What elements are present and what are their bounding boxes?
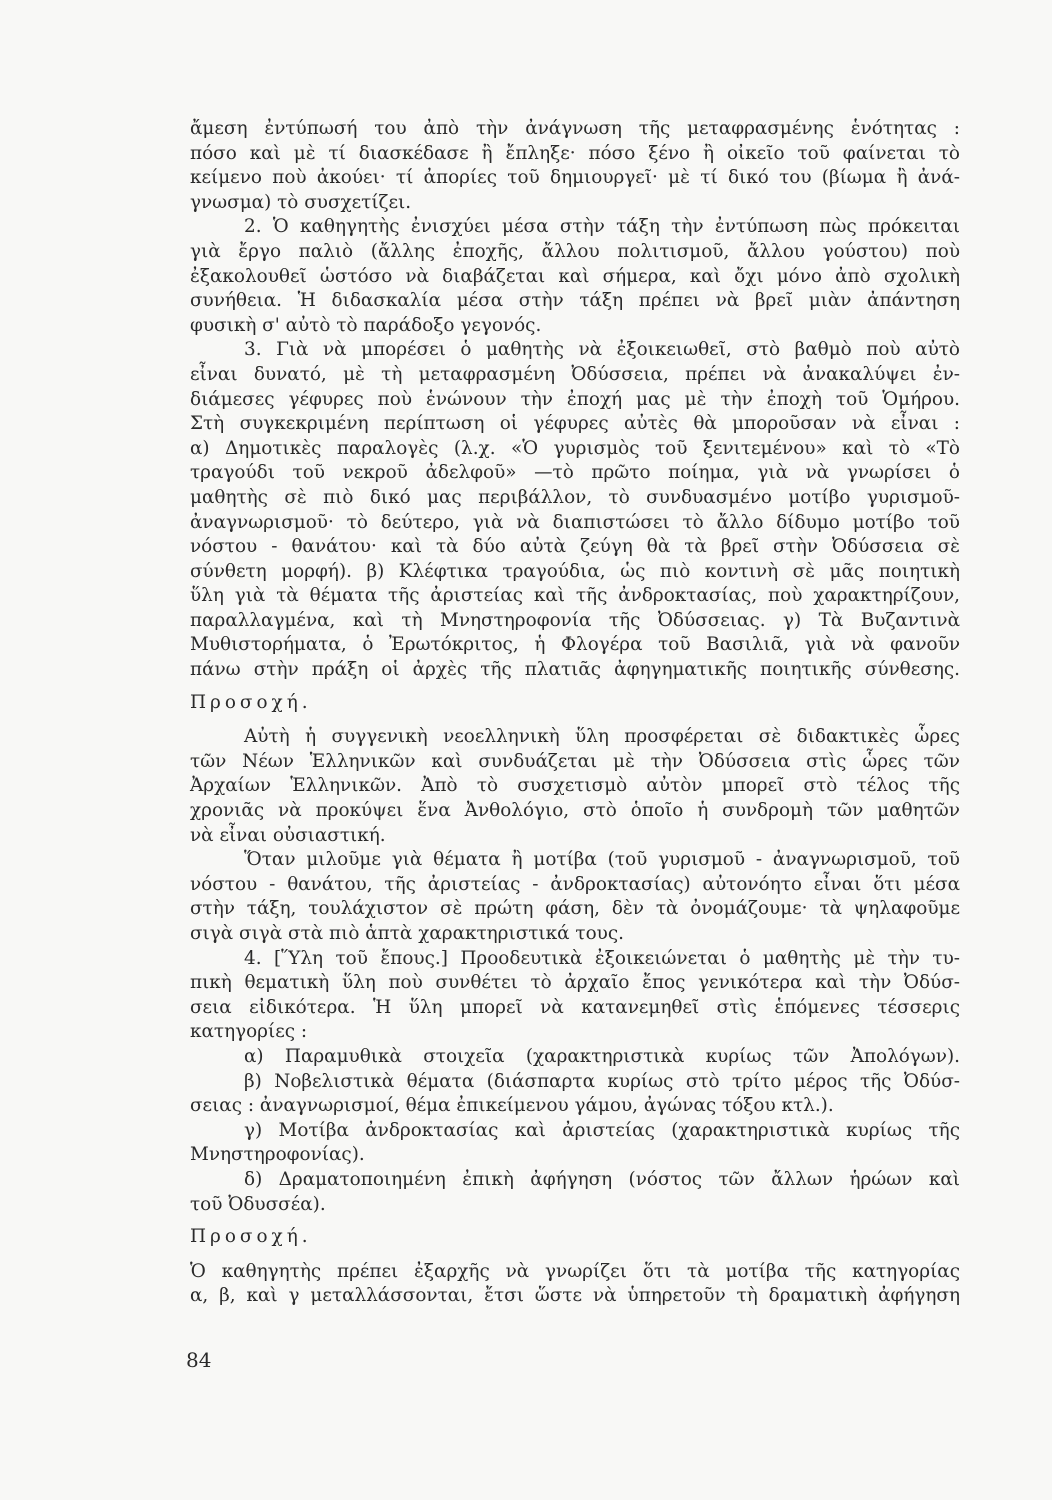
text-line: Αὐτὴ ἡ συγγενικὴ νεοελληνικὴ ὕλη προσφέρεται σὲ διδακτικὲς ὧρες [244, 726, 960, 748]
text-line: φυσικὴ σ' αὐτὸ τὸ παράδοξο γεγονός. [190, 314, 542, 336]
text-line: παραλλαγμένα, καὶ τὴ Μνηστηροφονία τῆς Ὀδύσσειας. γ) Τὰ Βυζαντινὰ [190, 609, 960, 631]
text-line: α, β, καὶ γ μεταλλάσσονται, ἔτσι ὥστε νὰ ὑπηρετοῦν τὴ δραματικὴ ἀφήγηση [190, 1285, 960, 1307]
text-line: νὰ εἶναι οὐσιαστική. [190, 824, 386, 846]
text-line: γιὰ ἔργο παλιὸ (ἄλλης ἐποχῆς, ἄλλου πολιτισμοῦ, ἄλλου γούστου) ποὺ [190, 240, 960, 262]
text-line: Μυθιστορήματα, ὁ Ἐρωτόκριτος, ἡ Φλογέρα τοῦ Βασιλιᾶ, γιὰ νὰ φανοῦν [190, 634, 960, 656]
text-line: σιγὰ σιγὰ στὰ πιὸ ἁπτὰ χαρακτηριστικά τους. [190, 923, 624, 944]
body-text [190, 117, 960, 1309]
text-line: χρονιᾶς νὰ προκύψει ἕνα Ἀνθολόγιο, στὸ ὁποῖο ἡ συνδρομὴ τῶν μαθητῶν [190, 800, 960, 822]
text-line: γνωσμα) τὸ συσχετίζει. [190, 191, 412, 213]
text-line: στὴν τάξη, τουλάχιστον σὲ πρώτη φάση, δὲν τὰ ὀνομάζουμε· τὰ ψηλαφοῦμε [190, 898, 960, 920]
text-line: β) Νοβελιστικὰ θέματα (διάσπαρτα κυρίως στὸ τρίτο μέρος τῆς Ὀδύσ- [244, 1070, 960, 1092]
text-line: ἐξακολουθεῖ ὡστόσο νὰ διαβάζεται καὶ σήμερα, καὶ ὄχι μόνο ἀπὸ σχολικὴ [190, 265, 960, 287]
text-line: ὕλη γιὰ τὰ θέματα τῆς ἀριστείας καὶ τῆς ἀνδροκτασίας, ποὺ χαρακτηρίζουν, [190, 585, 960, 607]
text-line: κατηγορίες : [190, 1021, 308, 1043]
text-line: 2. Ὁ καθηγητὴς ἐνισχύει μέσα στὴν τάξη τὴν ἐντύπωση πὼς πρόκειται [244, 216, 960, 238]
text-line: διάμεσες γέφυρες ποὺ ἑνώνουν τὴν ἐποχή μας μὲ τὴν ἐποχὴ τοῦ Ὁμήρου. [190, 388, 960, 410]
text-line: Ὅταν μιλοῦμε γιὰ θέματα ἢ μοτίβα (τοῦ γυρισμοῦ - ἀναγνωρισμοῦ, τοῦ [244, 849, 960, 871]
section-heading: Προσοχή. [190, 691, 312, 713]
text-line: α) Παραμυθικὰ στοιχεῖα (χαρακτηριστικὰ κυρίως τῶν Ἀπολόγων). [244, 1045, 960, 1067]
text-line: Ὁ καθηγητὴς πρέπει ἐξαρχῆς νὰ γνωρίζει ὅτι τὰ μοτίβα τῆς κατηγορίας [190, 1260, 960, 1282]
text-line: πόσο καὶ μὲ τί διασκέδασε ἢ ἔπληξε· πόσο ξένο ἢ οἰκεῖο τοῦ φαίνεται τὸ [190, 142, 960, 164]
text-line: σειας : ἀναγνωρισμοί, θέμα ἐπικείμενου γάμου, ἀγώνας τόξου κτλ.). [190, 1095, 834, 1117]
text-line: σύνθετη μορφή). β) Κλέφτικα τραγούδια, ὡς πιὸ κοντινὴ σὲ μᾶς ποιητικὴ [190, 560, 960, 582]
text-line: Ἀρχαίων Ἑλληνικῶν. Ἀπὸ τὸ συσχετισμὸ αὐτὸν μπορεῖ στὸ τέλος τῆς [190, 775, 960, 797]
text-line: νόστου - θανάτου, τῆς ἀριστείας - ἀνδροκτασίας) αὐτονόητο εἶναι ὅτι μέσα [190, 873, 960, 895]
text-line: γ) Μοτίβα ἀνδροκτασίας καὶ ἀριστείας (χαρακτηριστικὰ κυρίως τῆς [244, 1119, 960, 1141]
text-line: τραγούδι τοῦ νεκροῦ ἀδελφοῦ» —τὸ πρῶτο ποίημα, γιὰ νὰ γνωρίσει ὁ [190, 462, 960, 484]
text-line: πάνω στὴν πράξη οἱ ἀρχὲς τῆς πλατιᾶς ἀφηγηματικῆς ποιητικῆς σύνθεσης. [190, 659, 960, 681]
section-heading: Προσοχή. [190, 1226, 312, 1248]
text-line: δ) Δραματοποιημένη ἐπικὴ ἀφήγηση (νόστος τῶν ἄλλων ἡρώων καὶ [244, 1168, 960, 1190]
text-line: 4. [Ὕλη τοῦ ἔπους.] Προοδευτικὰ ἐξοικειώνεται ὁ μαθητὴς μὲ τὴν τυ- [244, 947, 960, 969]
text-line: τοῦ Ὀδυσσέα). [190, 1193, 326, 1215]
text-line: Στὴ συγκεκριμένη περίπτωση οἱ γέφυρες αὐτὲς θὰ μποροῦσαν νὰ εἶναι : [190, 413, 960, 435]
text-line: ἀναγνωρισμοῦ· τὸ δεύτερο, γιὰ νὰ διαπιστώσει τὸ ἄλλο δίδυμο μοτίβο τοῦ [190, 511, 960, 533]
page-number: 84 [186, 1348, 212, 1372]
text-line: 3. Γιὰ νὰ μπορέσει ὁ μαθητὴς νὰ ἐξοικειωθεῖ, στὸ βαθμὸ ποὺ αὐτὸ [244, 339, 960, 361]
text-line: νόστου - θανάτου· καὶ τὰ δύο αὐτὰ ζεύγη θὰ τὰ βρεῖ στὴν Ὀδύσσεια σὲ [190, 536, 960, 558]
text-line: κείμενο ποὺ ἀκούει· τί ἀπορίες τοῦ δημιουργεῖ· μὲ τί δικό του (βίωμα ἢ ἀνά- [190, 167, 960, 189]
text-line: σεια εἰδικότερα. Ἡ ὕλη μπορεῖ νὰ κατανεμηθεῖ στὶς ἑπόμενες τέσσερις [190, 996, 960, 1018]
text-line: Μνηστηροφονίας). [190, 1144, 365, 1166]
text-line: ἄμεση ἐντύπωσή του ἀπὸ τὴν ἀνάγνωση τῆς μεταφρασμένης ἑνότητας : [190, 118, 960, 139]
text-line: μαθητὴς σὲ πιὸ δικό μας περιβάλλον, τὸ συνδυασμένο μοτίβο γυρισμοῦ- [190, 486, 960, 508]
text-line: εἶναι δυνατό, μὲ τὴ μεταφρασμένη Ὀδύσσεια, πρέπει νὰ ἀνακαλύψει ἐν- [190, 363, 960, 385]
text-line: συνήθεια. Ἡ διδασκαλία μέσα στὴν τάξη πρέπει νὰ βρεῖ μιὰν ἀπάντηση [190, 290, 960, 312]
text-line: τῶν Νέων Ἑλληνικῶν καὶ συνδυάζεται μὲ τὴν Ὀδύσσεια στὶς ὧρες τῶν [190, 750, 960, 772]
text-line: α) Δημοτικὲς παραλογὲς (λ.χ. «Ὁ γυρισμὸς τοῦ ξενιτεμένου» καὶ τὸ «Τὸ [190, 437, 960, 459]
text-line: πικὴ θεματικὴ ὕλη ποὺ συνθέτει τὸ ἀρχαῖο ἔπος γενικότερα καὶ τὴν Ὀδύσ- [190, 972, 960, 994]
